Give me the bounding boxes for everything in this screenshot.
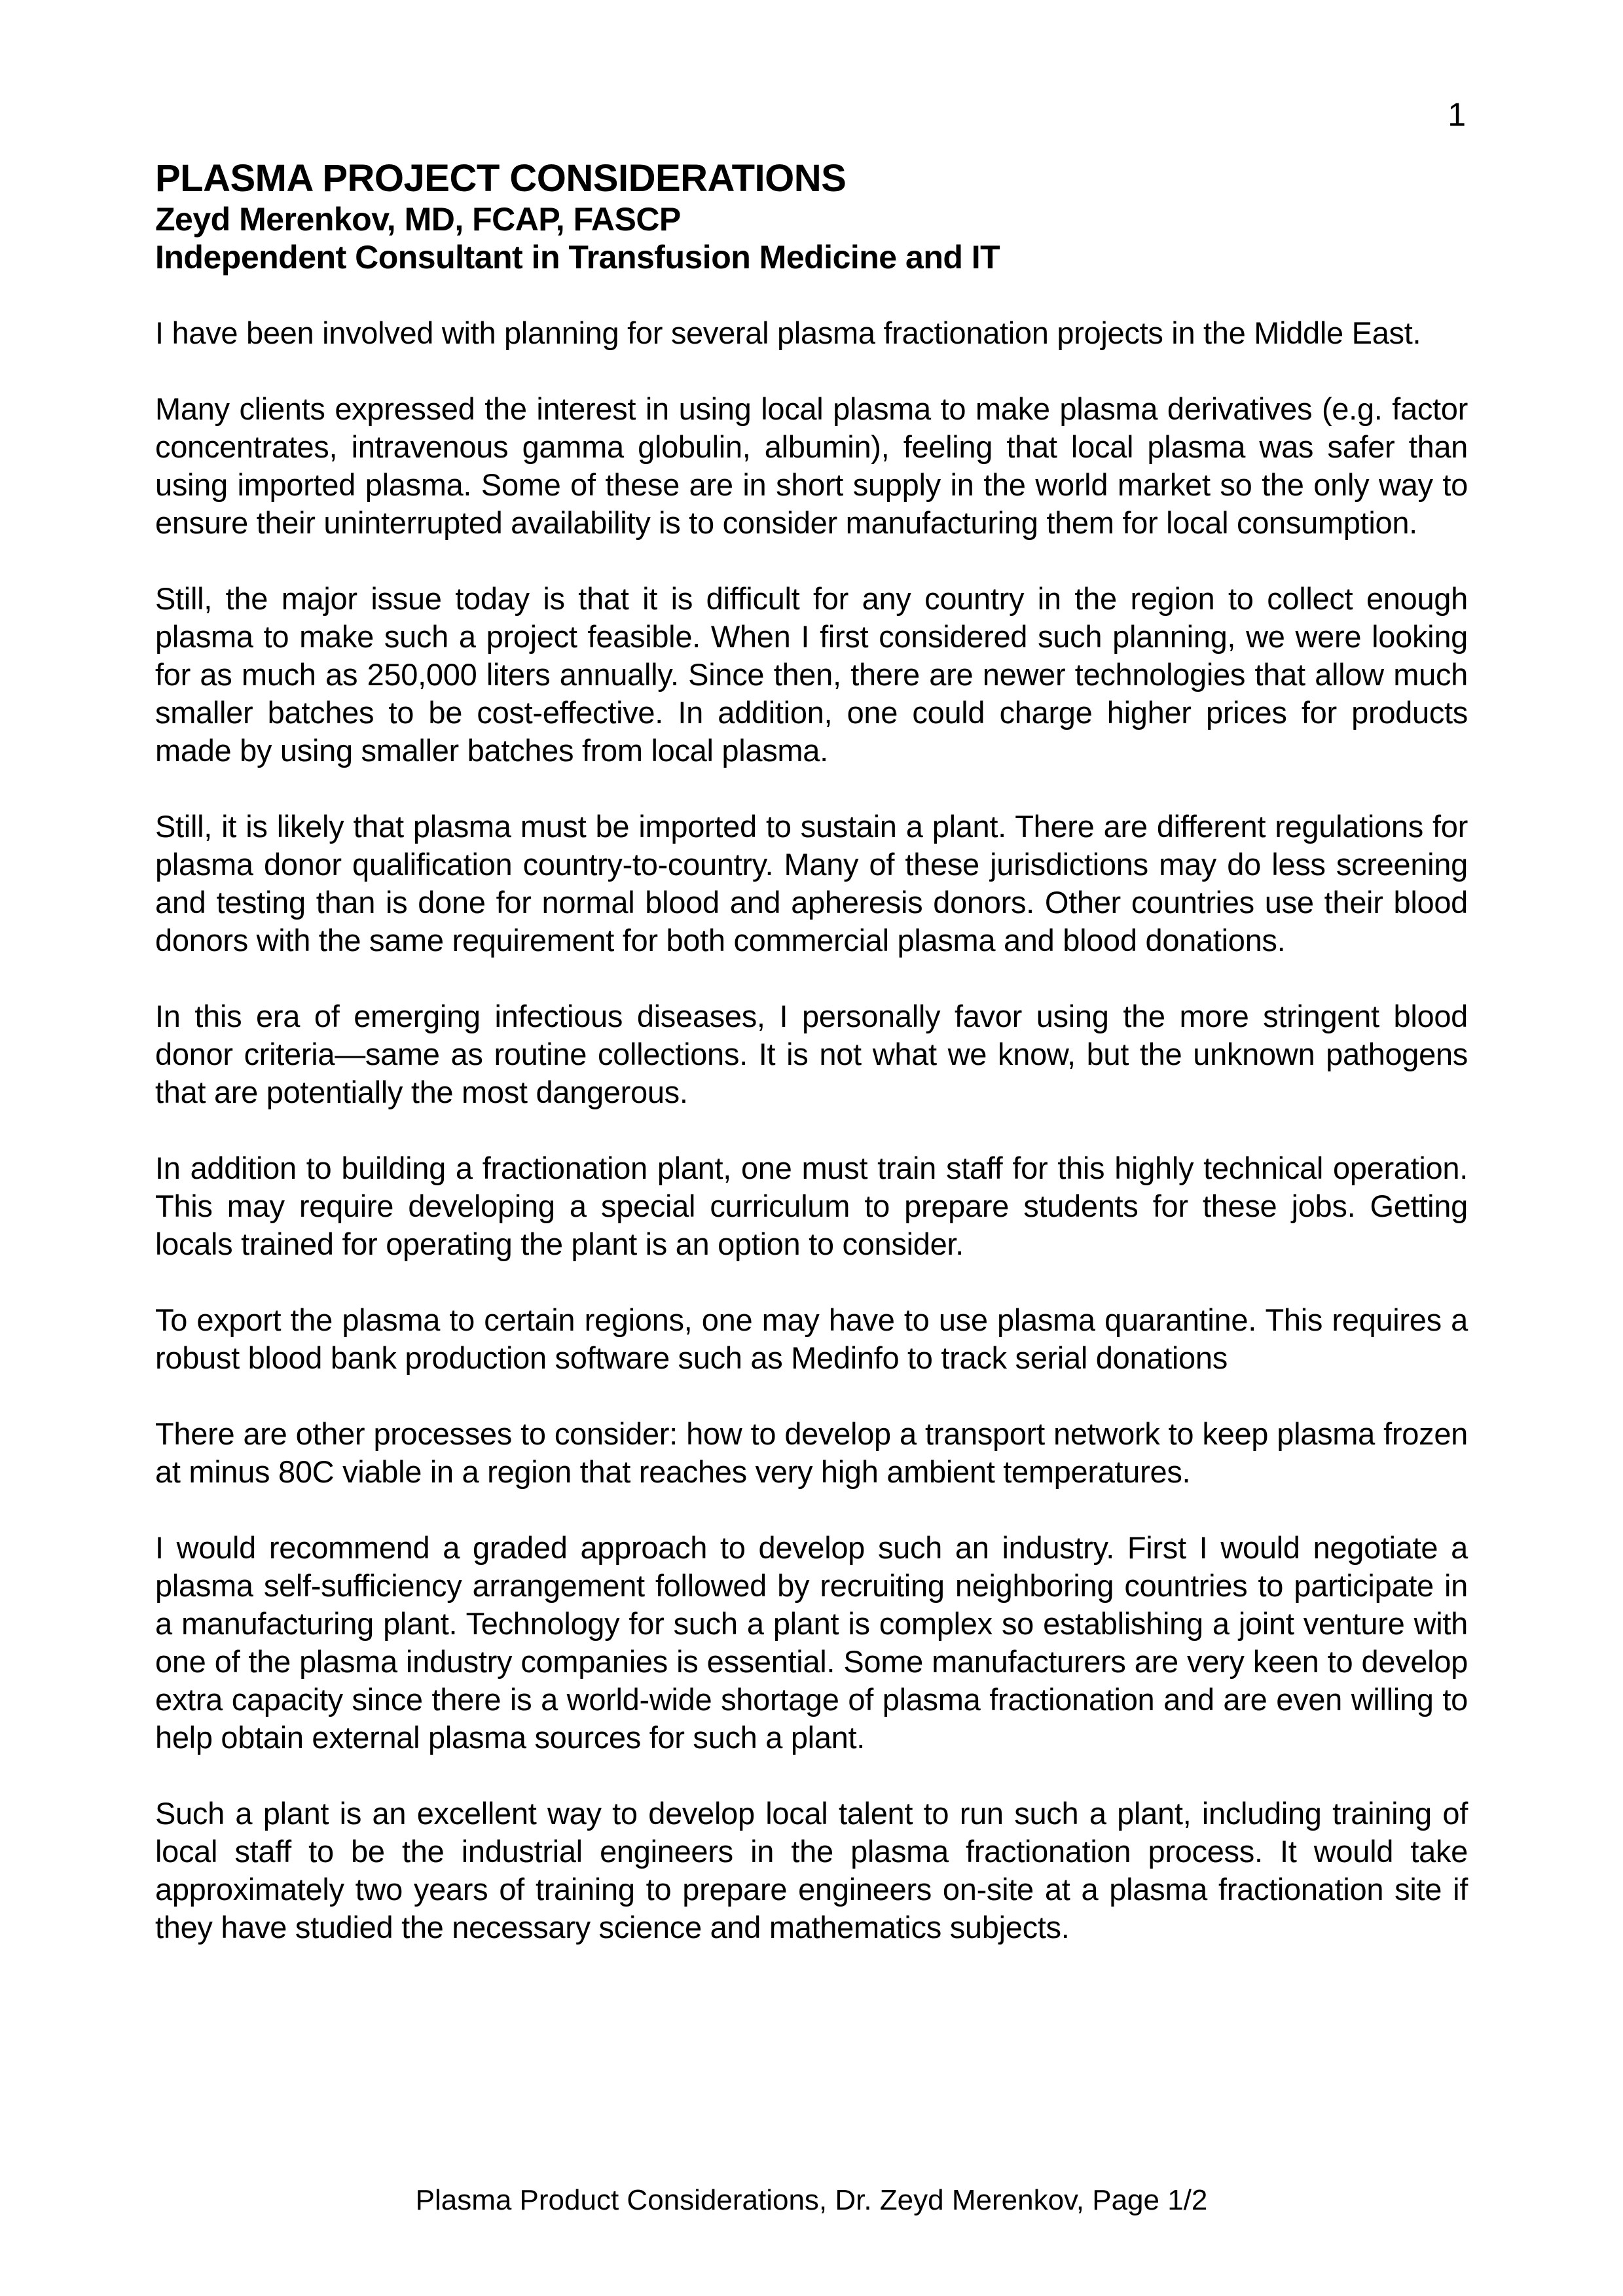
document-title: PLASMA PROJECT CONSIDERATIONS (155, 157, 847, 200)
page-footer: Plasma Product Considerations, Dr. Zeyd Merenkov, Page 1/2 (415, 2184, 1208, 2216)
paragraph: Many clients expressed the interest in using local plasma to make plasma derivatives (e.g. factor concentrates, intravenous gamma globulin, albumin), feeling that local plasma was safer than using imported plasma. Some of these are in short supply in the world market so the only way to ensure their uninterrupted availability is to consider manufacturing them for local consumption. (155, 391, 1468, 540)
paragraph: I have been involved with planning for several plasma fractionation projects in the Middle East. (155, 315, 1421, 350)
page-content (155, 157, 1468, 1984)
document-author-role: Independent Consultant in Transfusion Medicine and IT (155, 239, 1000, 276)
paragraph: Still, it is likely that plasma must be imported to sustain a plant. There are different regulations for plasma donor qualification country-to-country. Many of these jurisdictions may do less screening and testing than is done for normal blood and apheresis donors. Other countries use their blood donors with the same requirement for both commercial plasma and blood donations. (155, 809, 1468, 958)
document-author: Zeyd Merenkov, MD, FCAP, FASCP (155, 201, 681, 238)
paragraph: Still, the major issue today is that it is difficult for any country in the region to collect enough plasma to make such a project feasible. When I first considered such planning, we were looking for as much as 250,000 liters annually. Since then, there are newer technologies that allow much smaller batches to be cost-effective. In addition, one could charge higher prices for products made by using smaller batches from local plasma. (155, 581, 1468, 768)
paragraph: There are other processes to consider: how to develop a transport network to keep plasma frozen at minus 80C viable in a region that reaches very high ambient temperatures. (155, 1416, 1468, 1489)
document-body (155, 314, 1468, 1946)
page-number: 1 (1448, 96, 1466, 133)
paragraph: In this era of emerging infectious diseases, I personally favor using the more stringent blood donor criteria—same as routine collections. It is not what we know, but the unknown pathogens that are potentially the most dangerous. (155, 999, 1468, 1109)
paragraph: I would recommend a graded approach to develop such an industry. First I would negotiate a plasma self-sufficiency arrangement followed by recruiting neighboring countries to participate in a manufacturing plant. Technology for such a plant is complex so establishing a joint venture with one of the plasma industry companies is essential. Some manufacturers are very keen to develop extra capacity since there is a world-wide shortage of plasma fractionation and are even willing to help obtain external plasma sources for such a plant. (155, 1530, 1468, 1755)
paragraph: In addition to building a fractionation plant, one must train staff for this highly technical operation. This may require developing a special curriculum to prepare students for these jobs. Getting locals trained for operating the plant is an option to consider. (155, 1151, 1468, 1261)
paragraph: To export the plasma to certain regions, one may have to use plasma quarantine. This requires a robust blood bank production software such as Medinfo to track serial donations (155, 1302, 1468, 1375)
paragraph: Such a plant is an excellent way to develop local talent to run such a plant, including training of local staff to be the industrial engineers in the plasma fractionation process. It would take approximately two years of training to prepare engineers on-site at a plasma fractionation site if they have studied the necessary science and mathematics subjects. (155, 1796, 1468, 1945)
